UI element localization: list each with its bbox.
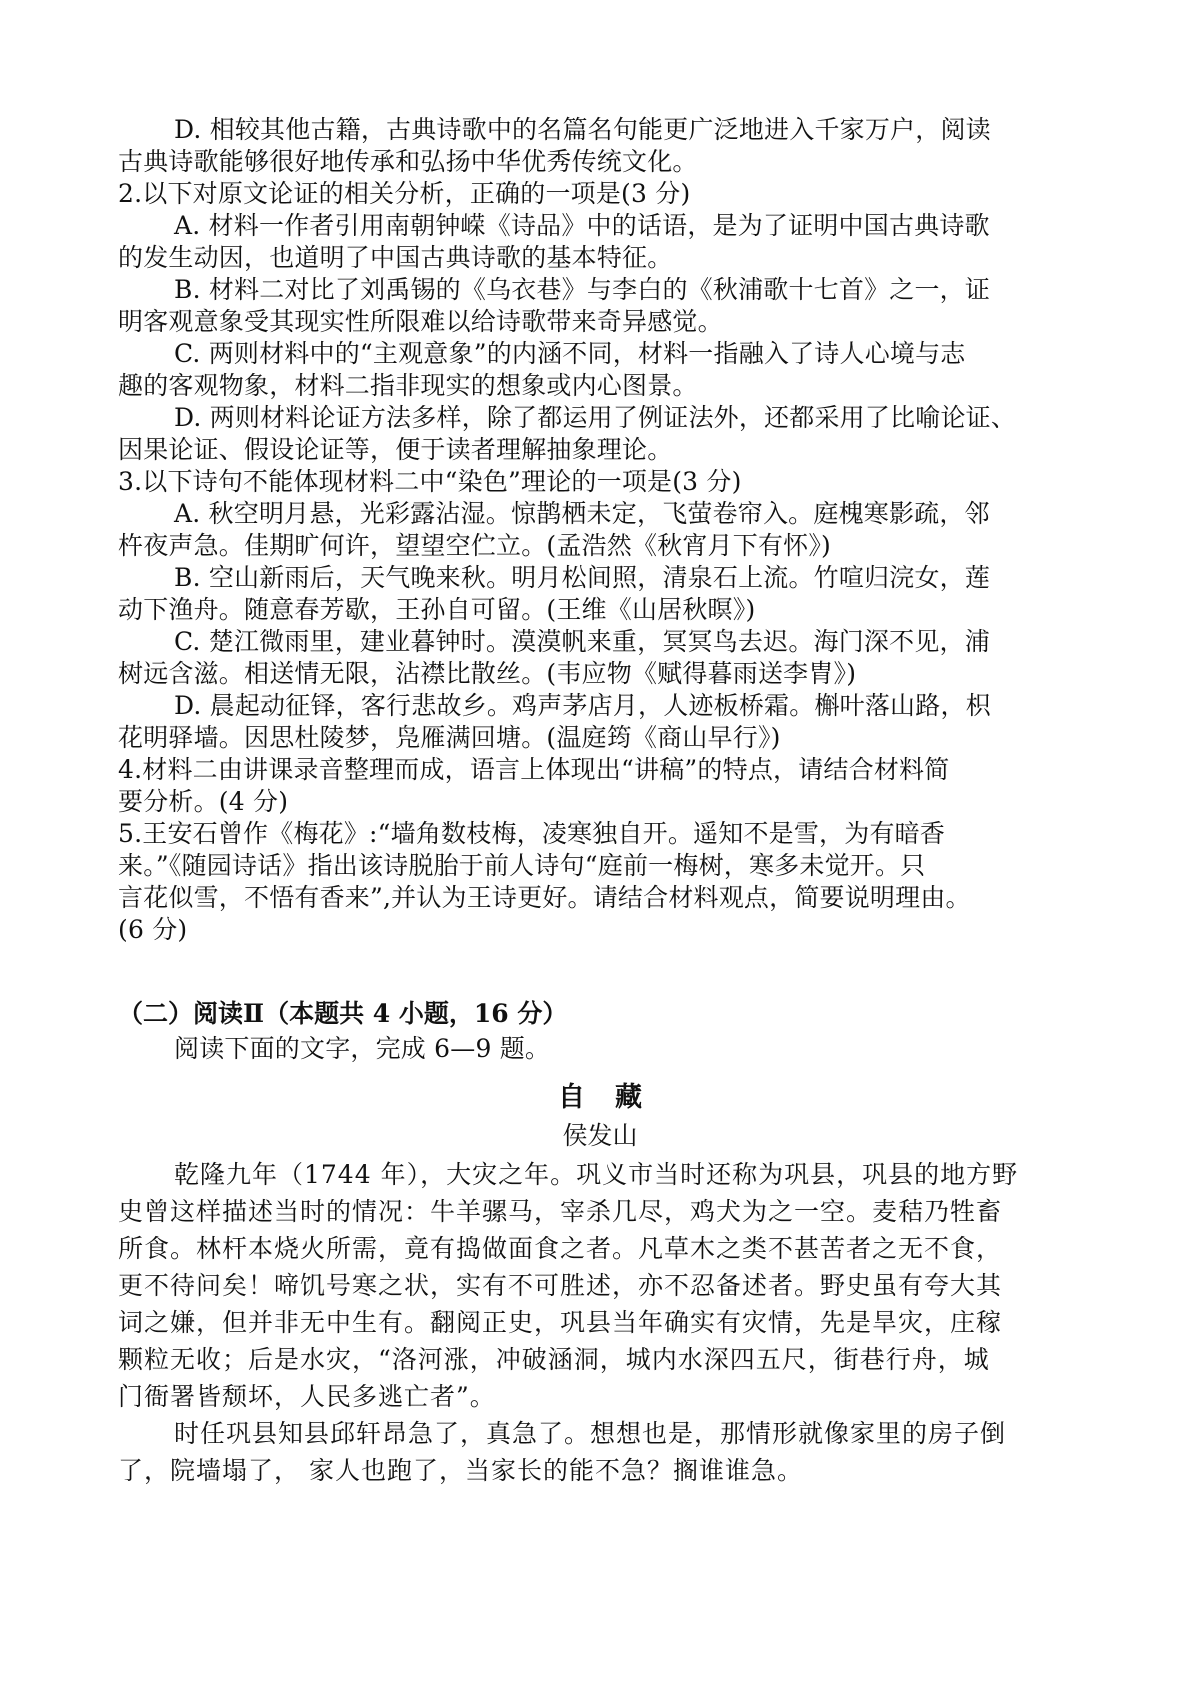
section-instruction: 阅读下面的文字，完成 6—9 题。: [174, 1034, 551, 1063]
question-line: A. 材料一作者引用南朝钟嵘《诗品》中的话语，是为了证明中国古典诗歌: [174, 211, 990, 240]
story-line: 更不待问矣！啼饥号寒之状，实有不可胜述，亦不忍备述者。野史虽有夸大其: [118, 1271, 1003, 1300]
question-line: D. 两则材料论证方法多样，除了都运用了例证法外，还都采用了比喻论证、: [174, 403, 1017, 432]
questions-section: [118, 114, 1100, 946]
question-line: B. 材料二对比了刘禹锡的《乌衣巷》与李白的《秋浦歌十七首》之一，证: [174, 275, 991, 304]
question-line: 4.材料二由讲课录音整理而成，语言上体现出“讲稿”的特点，请结合材料简: [118, 755, 950, 784]
story-line: 门衙署皆颓坏，人民多逃亡者”。: [118, 1382, 496, 1411]
question-line: 树远含滋。相送情无限，沾襟比散丝。(韦应物《赋得暮雨送李胄》): [118, 659, 857, 688]
question-line: 因果论证、假设论证等，便于读者理解抽象理论。: [118, 435, 673, 464]
story-line: 史曾这样描述当时的情况：牛羊骡马，宰杀几尽，鸡犬为之一空。麦秸乃牲畜: [118, 1197, 1003, 1226]
question-line: 杵夜声急。佳期旷何许，望望空伫立。(孟浩然《秋宵月下有怀》): [118, 531, 832, 560]
section-2-instruction: [118, 1033, 1100, 1065]
question-line: 2.以下对原文论证的相关分析，正确的一项是(3 分): [118, 179, 691, 208]
question-q2: [118, 178, 1100, 466]
question-line: 5.王安石曾作《梅花》:“墙角数枝梅，凌寒独自开。遥知不是雪，为有暗香: [118, 819, 946, 848]
question-line: 言花似雪，不悟有香来”,并认为王诗更好。请结合材料观点，简要说明理由。: [118, 883, 971, 912]
question-line: 3.以下诗句不能体现材料二中“染色”理论的一项是(3 分): [118, 467, 742, 496]
question-line: 古典诗歌能够很好地传承和弘扬中华优秀传统文化。: [118, 147, 698, 176]
story-line: 了，院墙塌了， 家人也跑了，当家长的能不急？搁谁谁急。: [118, 1456, 803, 1485]
question-line: C. 两则材料中的“主观意象”的内涵不同，材料一指融入了诗人心境与志: [174, 339, 966, 368]
story-line: 时任巩县知县邱轩昂急了，真急了。想想也是，那情形就像家里的房子倒: [174, 1419, 1007, 1448]
question-line: B. 空山新雨后，天气晚来秋。明月松间照，清泉石上流。竹喧归浣女，莲: [174, 563, 991, 592]
question-q4: [118, 754, 1100, 818]
story-line: 词之嫌，但并非无中生有。翻阅正史，巩县当年确实有灾情，先是旱灾，庄稼: [118, 1308, 1003, 1337]
question-line: 明客观意象受其现实性所限难以给诗歌带来奇异感觉。: [118, 307, 723, 336]
question-line: A. 秋空明月悬，光彩露沾湿。惊鹊栖未定，飞萤卷帘入。庭槐寒影疏，邻: [174, 499, 990, 528]
story-author: 侯发山: [562, 1121, 638, 1150]
question-line: C. 楚江微雨里，建业暮钟时。漠漠帆来重，冥冥鸟去迟。海门深不见，浦: [174, 627, 990, 656]
question-q1d: [118, 114, 1100, 178]
question-line: 来。”《随园诗话》指出该诗脱胎于前人诗句“庭前一梅树，寒多未觉开。只: [118, 851, 926, 880]
question-line: 动下渔舟。随意春芳歇，王孙自可留。(王维《山居秋暝》): [118, 595, 756, 624]
story-line: 颗粒无收；后是水灾，“洛河涨，冲破涵洞，城内水深四五尺，街巷行舟，城: [118, 1345, 990, 1374]
section-2-header: [118, 998, 1100, 1030]
story-body: [118, 1156, 1100, 1489]
question-line: D. 相较其他古籍，古典诗歌中的名篇名句能更广泛地进入千家万户，阅读: [174, 115, 991, 144]
question-line: 要分析。(4 分): [118, 787, 289, 816]
question-q5: [118, 818, 1100, 946]
story-title: 自藏: [558, 1082, 672, 1113]
section-heading: （二）阅读Ⅱ（本题共 4 小题，16 分）: [118, 999, 568, 1028]
question-line: 花明驿墙。因思杜陵梦，凫雁满回塘。(温庭筠《商山早行》): [118, 723, 781, 752]
story-line: 乾隆九年（1744 年），大灾之年。巩义市当时还称为巩县，巩县的地方野: [174, 1160, 1019, 1189]
question-line: D. 晨起动征铎，客行悲故乡。鸡声茅店月，人迹板桥霜。槲叶落山路，枳: [174, 691, 991, 720]
question-line: 的发生动因，也道明了中国古典诗歌的基本特征。: [118, 243, 673, 272]
question-line: (6 分): [118, 915, 188, 944]
story-line: 所食。林杆本烧火所需，竟有捣做面食之者。凡草木之类不甚苦者之无不食，: [118, 1234, 1003, 1263]
question-line: 趣的客观物象，材料二指非现实的想象或内心图景。: [118, 371, 698, 400]
question-q3: [118, 466, 1100, 754]
